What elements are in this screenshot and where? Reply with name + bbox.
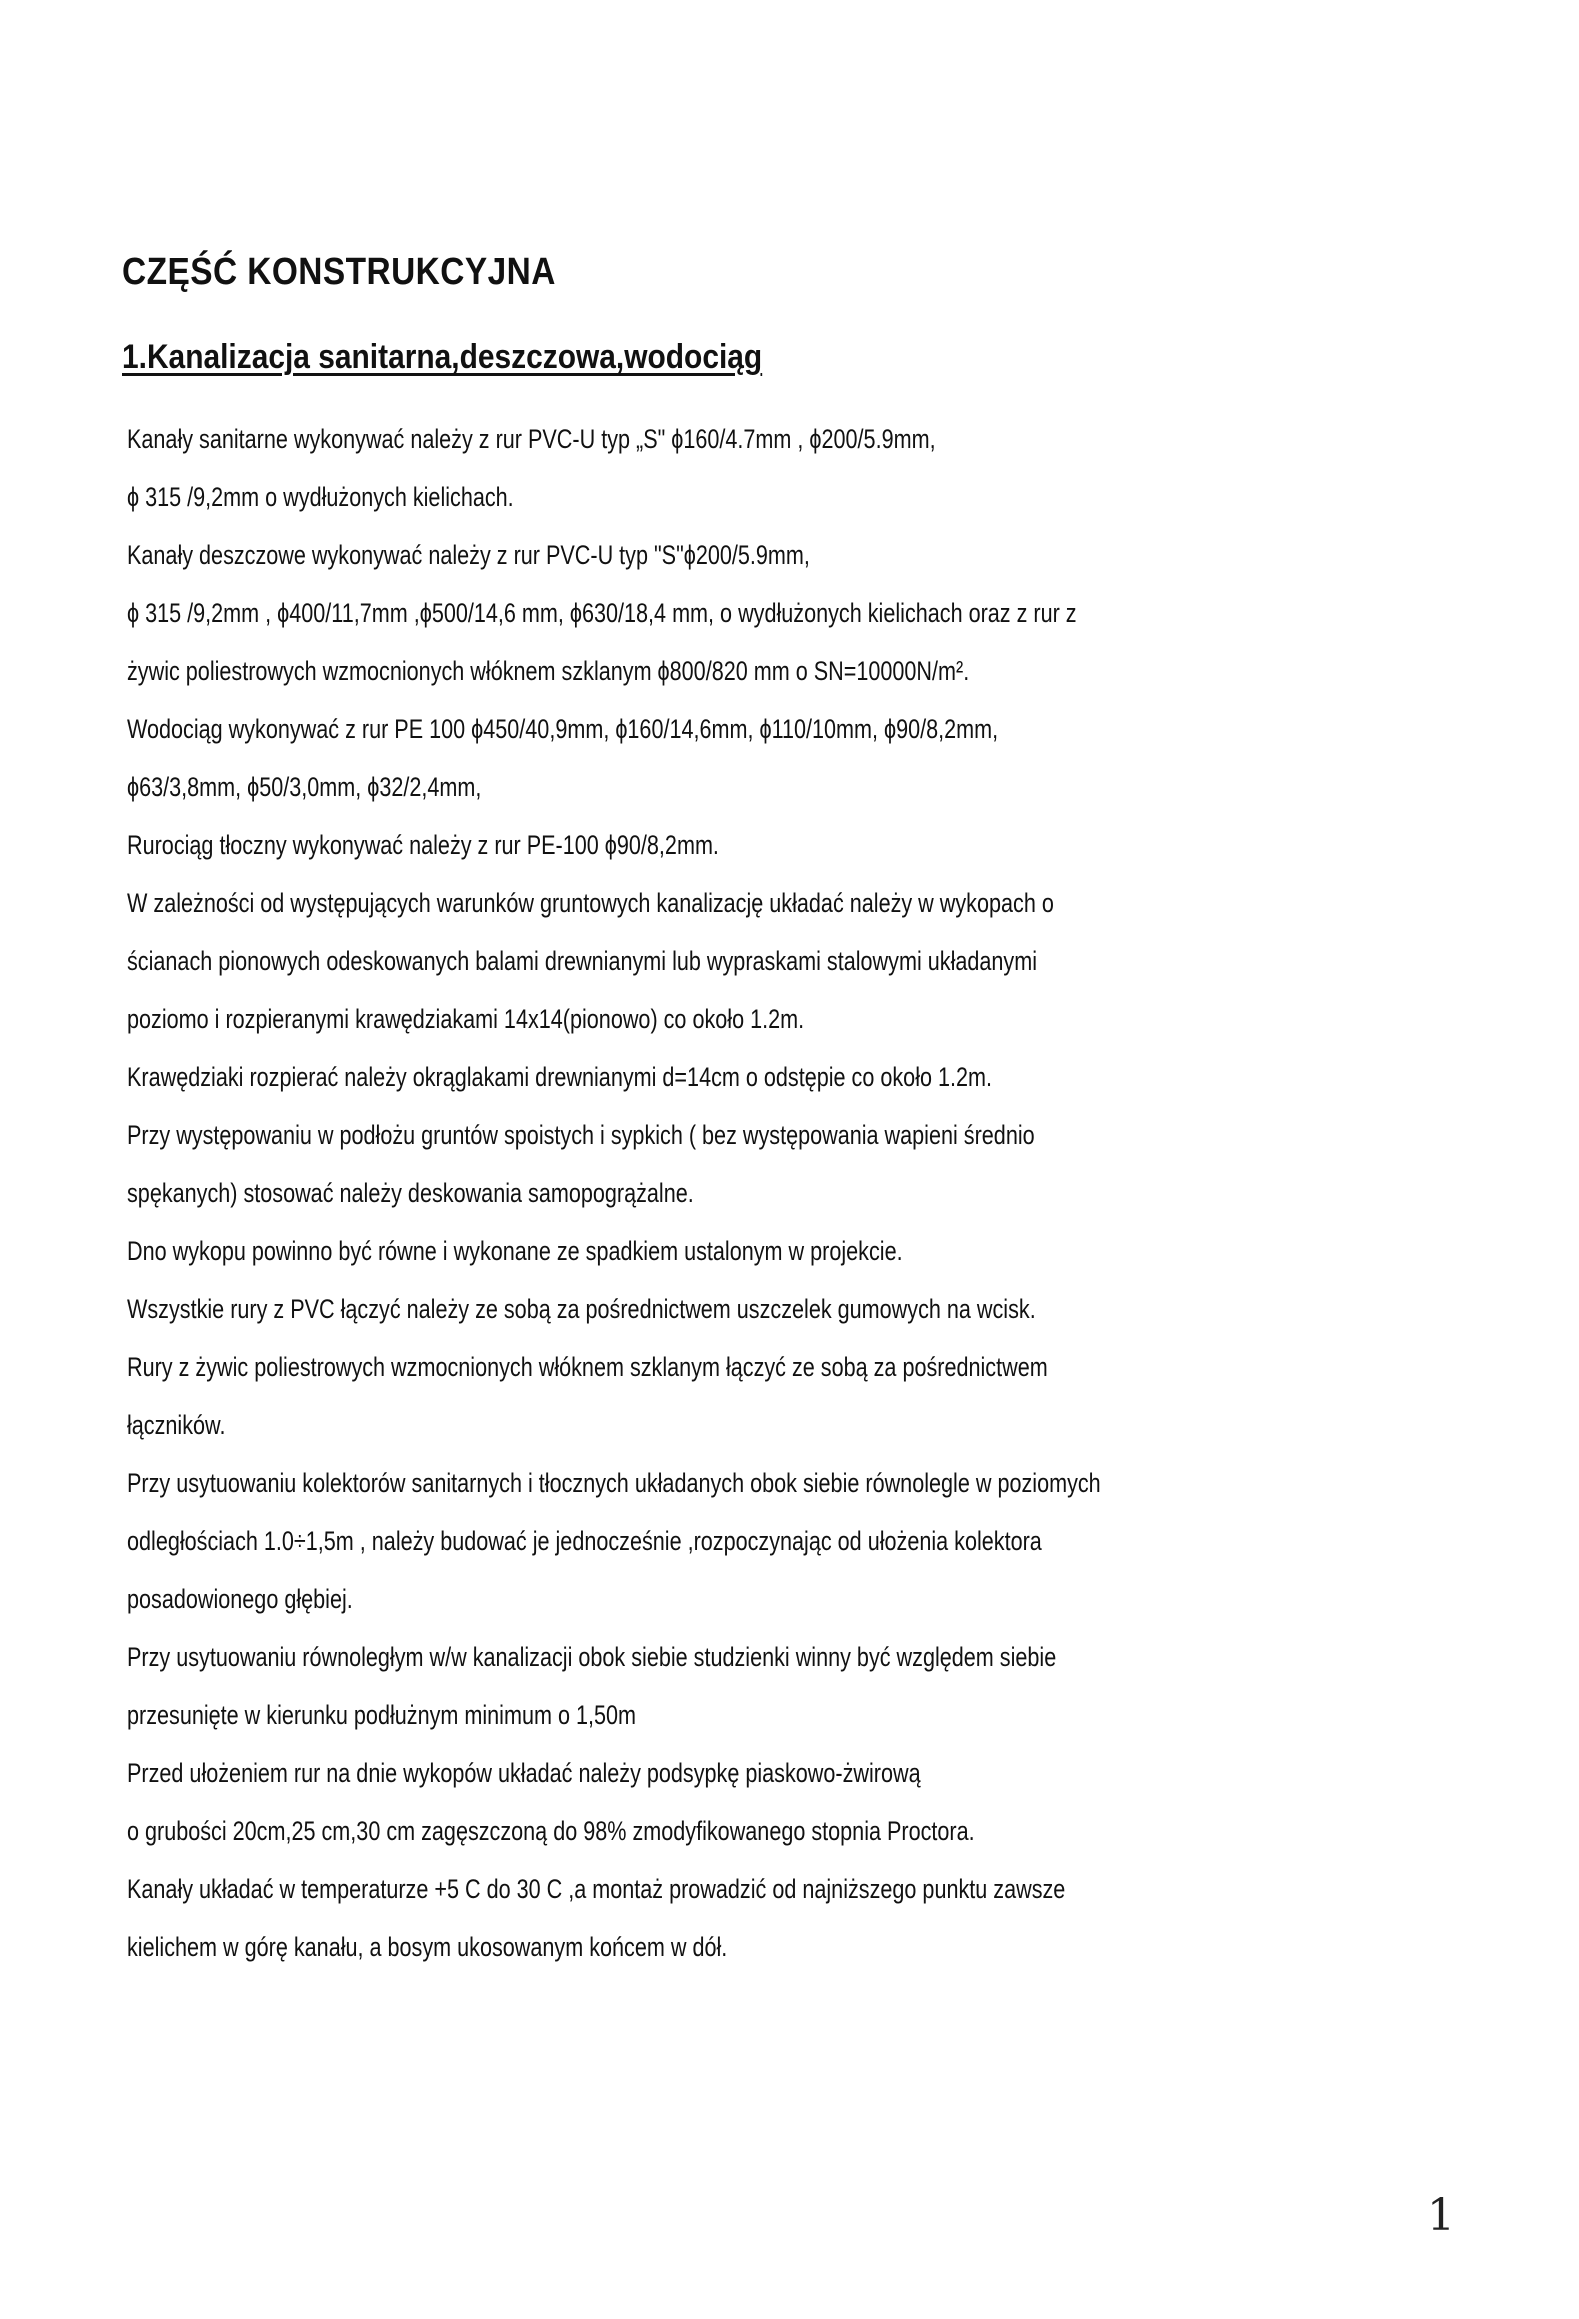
paragraph-line: żywic poliestrowych wzmocnionych włóknem szklanym ϕ800/820 mm o SN=10000N/m². (127, 656, 970, 686)
paragraph-line: ścianach pionowych odeskowanych balami drewnianymi lub wypraskami stalowymi układanymi (127, 946, 1038, 976)
paragraph-line: Kanały sanitarne wykonywać należy z rur PVC-U typ „S" ϕ160/4.7mm , ϕ200/5.9mm, (127, 424, 936, 454)
paragraph-line: poziomo i rozpieranymi krawędziakami 14x14(pionowo) co około 1.2m. (127, 1004, 805, 1034)
paragraph-line: ϕ63/3,8mm, ϕ50/3,0mm, ϕ32/2,4mm, (127, 772, 482, 802)
paragraph-line: o grubości 20cm,25 cm,30 cm zagęszczoną do 98% zmodyfikowanego stopnia Proctora. (127, 1816, 975, 1846)
paragraph-line: Przy występowaniu w podłożu gruntów spoistych i sypkich ( bez występowania wapieni średnio (127, 1120, 1035, 1150)
paragraph-line: Kanały układać w temperaturze +5 C do 30 C ,a montaż prowadzić od najniższego punktu zawsze (127, 1874, 1066, 1904)
paragraph-line: kielichem w górę kanału, a bosym ukosowanym końcem w dół. (127, 1932, 728, 1962)
paragraph-line: łączników. (127, 1410, 226, 1440)
paragraph-line: Przy usytuowaniu kolektorów sanitarnych i tłocznych układanych obok siebie równolegle w poziomych (127, 1468, 1101, 1498)
paragraph-line: Rury z żywic poliestrowych wzmocnionych włóknem szklanym łączyć ze sobą za pośrednictwem (127, 1352, 1048, 1382)
paragraph-line: Dno wykopu powinno być równe i wykonane ze spadkiem ustalonym w projekcie. (127, 1236, 903, 1266)
paragraph-line: Wodociąg wykonywać z rur PE 100 ϕ450/40,9mm, ϕ160/14,6mm, ϕ110/10mm, ϕ90/8,2mm, (127, 714, 999, 744)
paragraph-line: Rurociąg tłoczny wykonywać należy z rur PE-100 ϕ90/8,2mm. (127, 830, 719, 860)
paragraph-line: W zależności od występujących warunków gruntowych kanalizację układać należy w wykopach o (127, 888, 1054, 918)
paragraph-line: posadowionego głębiej. (127, 1584, 353, 1614)
paragraph-line: Wszystkie rury z PVC łączyć należy ze sobą za pośrednictwem uszczelek gumowych na wcisk. (127, 1294, 1036, 1324)
paragraph-line: ϕ 315 /9,2mm , ϕ400/11,7mm ,ϕ500/14,6 mm, ϕ630/18,4 mm, o wydłużonych kielichach oraz z rur z (127, 598, 1077, 628)
paragraph-line: ϕ 315 /9,2mm o wydłużonych kielichach. (127, 482, 514, 512)
paragraph-line: Przed ułożeniem rur na dnie wykopów układać należy podsypkę piaskowo-żwirową (127, 1758, 921, 1788)
paragraph-line: spękanych) stosować należy deskowania samopogrążalne. (127, 1178, 694, 1208)
page-number: 1 (1427, 2190, 1455, 2241)
paragraph-line: Krawędziaki rozpierać należy okrąglakami drewnianymi d=14cm o odstępie co około 1.2m. (127, 1062, 993, 1092)
paragraph-line: Kanały deszczowe wykonywać należy z rur PVC-U typ "S"ϕ200/5.9mm, (127, 540, 810, 570)
paragraph-line: odległościach 1.0÷1,5m , należy budować je jednocześnie ,rozpoczynając od ułożenia kolektora (127, 1526, 1042, 1556)
paragraph-line: przesunięte w kierunku podłużnym minimum o 1,50m (127, 1700, 637, 1730)
document-title: CZĘŚĆ KONSTRUKCYJNA (122, 251, 556, 293)
section-heading: 1.Kanalizacja sanitarna,deszczowa,wodociąg (122, 338, 763, 376)
paragraph-line: Przy usytuowaniu równoległym w/w kanalizacji obok siebie studzienki winny być względem siebie (127, 1642, 1057, 1672)
